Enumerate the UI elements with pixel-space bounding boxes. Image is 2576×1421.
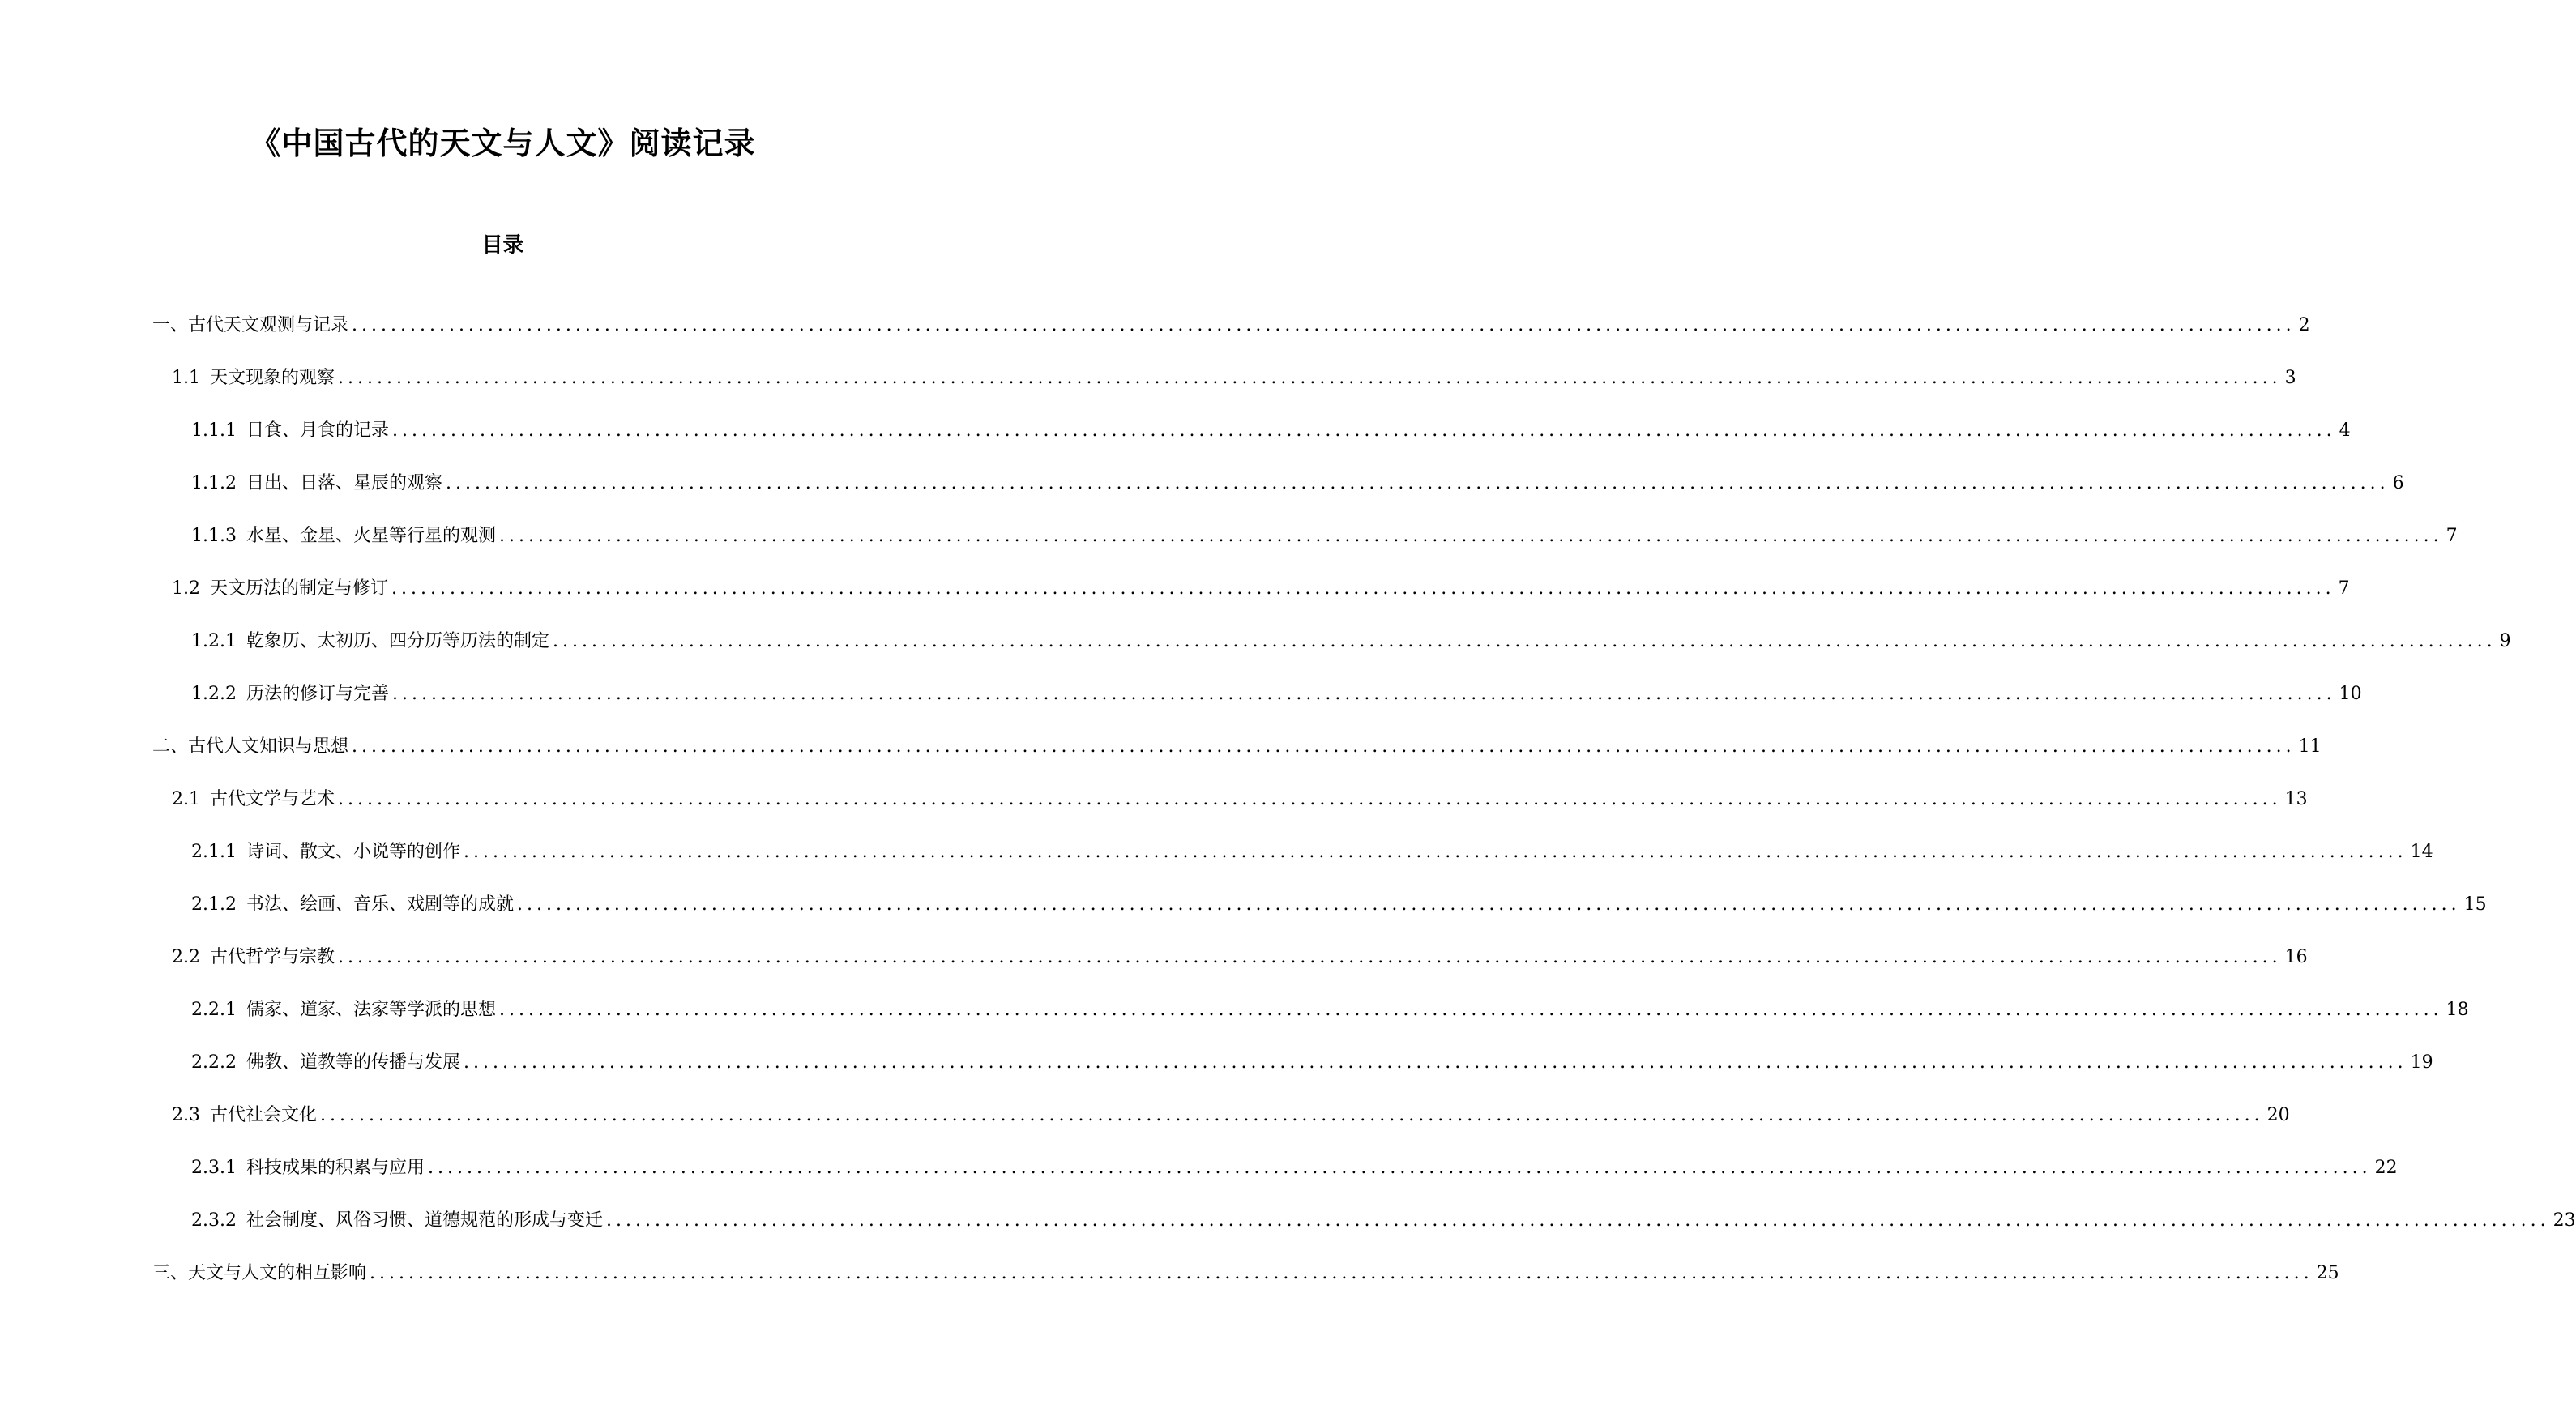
toc-entry-title: 佛教、道教等的传播与发展 <box>246 1052 460 1073</box>
toc-leader-dots: ........................................................................................................................................................................................................ <box>352 736 2296 757</box>
toc-leader-dots: ........................................................................................................................................................................................................ <box>338 789 2282 809</box>
toc-leader-dots: ........................................................................................................................................................................................................ <box>352 315 2296 335</box>
toc-entry-page: 9 <box>2499 631 2511 651</box>
toc-entry[interactable] <box>172 1103 2290 1128</box>
toc-entry[interactable] <box>191 1156 2398 1180</box>
toc-entry-title: 古代文学与艺术 <box>210 789 335 809</box>
toc-entry-page: 10 <box>2339 684 2362 704</box>
toc-entry-page: 14 <box>2410 842 2433 862</box>
toc-entry-page: 11 <box>2298 736 2322 757</box>
toc-entry[interactable] <box>152 1261 2339 1286</box>
toc-entry-title: 天文历法的制定与修订 <box>210 578 389 599</box>
toc-entry[interactable] <box>152 314 2310 338</box>
toc-entry-number: 1.1.2 <box>191 473 237 493</box>
toc-entry-number: 2.1.1 <box>191 842 237 862</box>
toc-heading: 目录 <box>481 233 524 258</box>
toc-entry-title: 社会制度、风俗习惯、道德规范的形成与变迁 <box>246 1210 603 1231</box>
toc-entry-number: 2.3.1 <box>191 1158 237 1178</box>
toc-leader-dots: ........................................................................................................................................................................................................ <box>499 526 2443 546</box>
toc-entry[interactable] <box>191 629 2511 654</box>
toc-entry[interactable] <box>191 840 2433 864</box>
toc-entry[interactable] <box>191 419 2351 443</box>
toc-entry[interactable] <box>191 998 2469 1022</box>
toc-entry-title: 一、古代天文观测与记录 <box>152 315 349 335</box>
toc-entry-page: 13 <box>2284 789 2308 809</box>
toc-entry[interactable] <box>191 1051 2433 1075</box>
toc-entry-page: 15 <box>2463 894 2487 915</box>
toc-entry[interactable] <box>191 682 2362 706</box>
toc-entry-page: 20 <box>2266 1105 2290 1125</box>
toc-entry-number: 1.2 <box>172 578 200 599</box>
toc-entry[interactable] <box>191 524 2458 548</box>
toc-entry-title: 天文现象的观察 <box>210 368 335 388</box>
toc-leader-dots: ........................................................................................................................................................................................................ <box>553 631 2497 651</box>
toc-entry-page: 16 <box>2284 947 2308 967</box>
toc-entry[interactable] <box>191 893 2487 917</box>
toc-leader-dots: ........................................................................................................................................................................................................ <box>391 578 2335 599</box>
toc-entry-number: 1.1.3 <box>191 526 237 546</box>
toc-entry-title: 儒家、道家、法家等学派的思想 <box>246 1000 496 1020</box>
toc-entry[interactable] <box>172 945 2308 970</box>
toc-leader-dots: ........................................................................................................................................................................................................ <box>464 1052 2407 1073</box>
toc-entry[interactable] <box>191 1209 2576 1233</box>
toc-entry-page: 22 <box>2374 1158 2398 1178</box>
toc-entry-page: 3 <box>2284 368 2296 388</box>
toc-entry-page: 2 <box>2298 315 2310 335</box>
toc-entry-number: 1.1.1 <box>191 420 237 441</box>
toc-leader-dots: ........................................................................................................................................................................................................ <box>370 1263 2313 1283</box>
toc-entry-title: 诗词、散文、小说等的创作 <box>246 842 460 862</box>
toc-leader-dots: ........................................................................................................................................................................................................ <box>517 894 2461 915</box>
toc-leader-dots: ........................................................................................................................................................................................................ <box>464 842 2407 862</box>
toc-entry-title: 历法的修订与完善 <box>246 684 389 704</box>
toc-entry-page: 19 <box>2410 1052 2433 1073</box>
toc-entry[interactable] <box>191 472 2404 496</box>
toc-leader-dots: ........................................................................................................................................................................................................ <box>392 684 2336 704</box>
toc-leader-dots: ........................................................................................................................................................................................................ <box>320 1105 2264 1125</box>
toc-entry[interactable] <box>152 735 2322 759</box>
toc-entry-page: 7 <box>2338 578 2350 599</box>
toc-entry-number: 1.2.1 <box>191 631 237 651</box>
toc-entry-number: 2.1 <box>172 789 200 809</box>
toc-entry-number: 1.1 <box>172 368 200 388</box>
toc-leader-dots: ........................................................................................................................................................................................................ <box>338 368 2282 388</box>
toc-leader-dots: ........................................................................................................................................................................................................ <box>428 1158 2372 1178</box>
toc-leader-dots: ........................................................................................................................................................................................................ <box>606 1210 2550 1231</box>
toc-entry-page: 6 <box>2392 473 2404 493</box>
toc-entry-page: 4 <box>2339 420 2351 441</box>
toc-entry-title: 乾象历、太初历、四分历等历法的制定 <box>246 631 549 651</box>
toc-entry[interactable] <box>172 366 2296 390</box>
toc-entry-number: 2.3.2 <box>191 1210 237 1231</box>
toc-leader-dots: ........................................................................................................................................................................................................ <box>446 473 2390 493</box>
toc-leader-dots: ........................................................................................................................................................................................................ <box>499 1000 2443 1020</box>
toc-entry-title: 古代社会文化 <box>210 1105 318 1125</box>
toc-entry-title: 水星、金星、火星等行星的观测 <box>246 526 496 546</box>
toc-entry-number: 1.2.2 <box>191 684 237 704</box>
toc-entry-page: 25 <box>2316 1263 2339 1283</box>
toc-entry-title: 三、天文与人文的相互影响 <box>152 1263 367 1283</box>
toc-entry-page: 23 <box>2553 1210 2576 1231</box>
toc-entry-number: 2.2.1 <box>191 1000 237 1020</box>
toc-entry-number: 2.2.2 <box>191 1052 237 1073</box>
toc-entry-title: 二、古代人文知识与思想 <box>152 736 349 757</box>
toc-entry-number: 2.1.2 <box>191 894 237 915</box>
toc-entry-page: 18 <box>2446 1000 2469 1020</box>
toc-entry-number: 2.3 <box>172 1105 200 1125</box>
document-title: 《中国古代的天文与人文》阅读记录 <box>250 126 756 161</box>
toc-leader-dots: ........................................................................................................................................................................................................ <box>338 947 2282 967</box>
toc-entry-page: 7 <box>2446 526 2458 546</box>
toc-entry[interactable] <box>172 577 2350 601</box>
toc-entry-title: 古代哲学与宗教 <box>210 947 335 967</box>
toc-entry-number: 2.2 <box>172 947 200 967</box>
toc-entry-title: 日食、月食的记录 <box>246 420 389 441</box>
toc-entry-title: 科技成果的积累与应用 <box>246 1158 425 1178</box>
toc-entry-title: 书法、绘画、音乐、戏剧等的成就 <box>246 894 514 915</box>
toc-leader-dots: ........................................................................................................................................................................................................ <box>392 420 2336 441</box>
toc-entry-title: 日出、日落、星辰的观察 <box>246 473 442 493</box>
toc-entry[interactable] <box>172 787 2308 812</box>
